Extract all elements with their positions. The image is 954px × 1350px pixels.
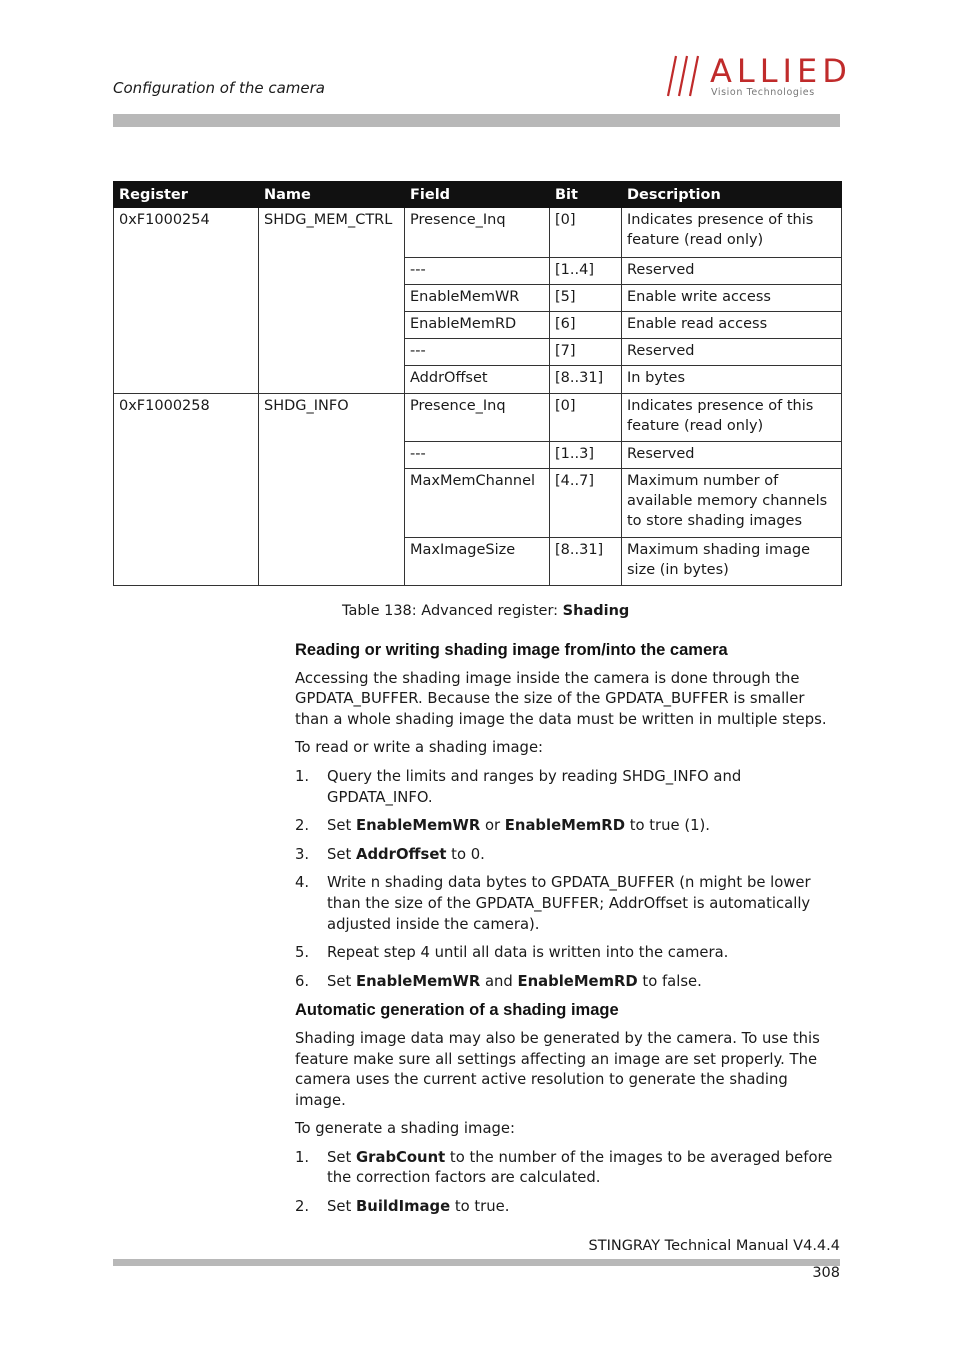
list-item	[295, 845, 840, 866]
name-cell: SHDG_MEM_CTRL	[259, 208, 405, 394]
field-cell: ---	[405, 442, 550, 469]
bit-cell: [7]	[550, 339, 622, 366]
field-cell: EnableMemWR	[405, 285, 550, 312]
step-number: 2.	[295, 1198, 310, 1216]
field-cell: EnableMemRD	[405, 312, 550, 339]
description-cell: In bytes	[622, 366, 842, 394]
step-text: Set	[327, 845, 357, 863]
running-header: Configuration of the camera	[113, 79, 325, 97]
register-cell: 0xF1000254	[114, 208, 259, 394]
table-row	[114, 208, 842, 258]
field-cell: Presence_Inq	[405, 394, 550, 442]
step-keyword: EnableMemRD	[517, 972, 638, 990]
register-table	[113, 181, 842, 586]
steps-list-reading-writing	[295, 767, 840, 992]
table-caption	[342, 603, 629, 619]
step-keyword: AddrOffset	[356, 845, 447, 863]
description-cell: Indicates presence of this feature (read only)	[622, 208, 842, 258]
step-number: 4.	[295, 874, 310, 892]
description-cell: Maximum shading image size (in bytes)	[622, 538, 842, 586]
column-header-description: Description	[622, 182, 842, 208]
column-header-name: Name	[259, 182, 405, 208]
caption-prefix: Table 138: Advanced register:	[342, 603, 563, 619]
paragraph: To read or write a shading image:	[295, 739, 544, 757]
description-cell: Indicates presence of this feature (read only)	[622, 394, 842, 442]
bit-cell: [5]	[550, 285, 622, 312]
step-number: 3.	[295, 845, 310, 863]
list-item	[295, 943, 840, 964]
footer-manual-title: STINGRAY Technical Manual V4.4.4	[588, 1238, 840, 1254]
bit-cell: [4..7]	[550, 469, 622, 538]
step-text: to true.	[450, 1198, 510, 1216]
list-item	[295, 816, 840, 837]
page-number: 308	[812, 1265, 840, 1281]
header-rule	[113, 114, 840, 127]
register-cell: 0xF1000258	[114, 394, 259, 586]
field-cell: ---	[405, 339, 550, 366]
step-number: 1.	[295, 1148, 310, 1166]
bit-cell: [0]	[550, 394, 622, 442]
logo-subtitle: Vision Technologies	[711, 87, 815, 98]
description-cell: Maximum number of available memory channels to store shading images	[622, 469, 842, 538]
logo-slashes-icon	[666, 54, 710, 98]
list-item	[295, 873, 840, 935]
paragraph: Shading image data may also be generated by the camera. To use this feature make sure all settings affecting an image are set properly. The camera uses the current active resolution to generate the shading image.	[295, 1029, 820, 1109]
step-text: or	[480, 817, 505, 835]
step-number: 2.	[295, 817, 310, 835]
bit-cell: [0]	[550, 208, 622, 258]
footer-rule	[113, 1259, 840, 1266]
description-cell: Reserved	[622, 258, 842, 285]
description-cell: Enable read access	[622, 312, 842, 339]
bit-cell: [1..3]	[550, 442, 622, 469]
step-text: Set	[327, 1198, 357, 1216]
step-text: to 0.	[446, 845, 485, 863]
table-row	[114, 394, 842, 442]
field-cell: ---	[405, 258, 550, 285]
step-number: 1.	[295, 767, 310, 785]
section-heading-automatic-generation: Automatic generation of a shading image	[295, 1001, 619, 1020]
step-text: Set	[327, 972, 357, 990]
step-keyword: BuildImage	[356, 1198, 451, 1216]
description-cell: Enable write access	[622, 285, 842, 312]
steps-list-automatic-generation	[295, 1148, 840, 1218]
field-cell: MaxImageSize	[405, 538, 550, 586]
bit-cell: [8..31]	[550, 366, 622, 394]
list-item	[295, 972, 840, 993]
step-text: to true (1).	[624, 817, 710, 835]
step-keyword: GrabCount	[356, 1148, 446, 1166]
caption-bold: Shading	[562, 603, 630, 619]
step-text: Write n shading data bytes to GPDATA_BUFFER (n might be lower than the size of the GPDATA_BUFFER; AddrOffset is automatically adjusted inside the camera).	[327, 874, 811, 933]
list-item	[295, 1148, 840, 1189]
description-cell: Reserved	[622, 442, 842, 469]
description-cell: Reserved	[622, 339, 842, 366]
step-text: Set	[327, 817, 357, 835]
step-text: and	[480, 972, 518, 990]
paragraph: To generate a shading image:	[295, 1120, 515, 1138]
name-cell: SHDG_INFO	[259, 394, 405, 586]
step-keyword: EnableMemWR	[356, 817, 481, 835]
bit-cell: [8..31]	[550, 538, 622, 586]
field-cell: Presence_Inq	[405, 208, 550, 258]
step-number: 6.	[295, 972, 310, 990]
paragraph: Accessing the shading image inside the camera is done through the GPDATA_BUFFER. Because the size of the GPDATA_BUFFER is smaller than a whole shading image the data must be written in multiple steps.	[295, 669, 827, 728]
column-header-field: Field	[405, 182, 550, 208]
field-cell: AddrOffset	[405, 366, 550, 394]
step-text: Repeat step 4 until all data is written into the camera.	[327, 944, 729, 962]
body-content	[295, 640, 840, 1226]
step-keyword: EnableMemRD	[504, 817, 625, 835]
logo-wordmark: ALLIED	[710, 52, 852, 90]
field-cell: MaxMemChannel	[405, 469, 550, 538]
column-header-bit: Bit	[550, 182, 622, 208]
bit-cell: [6]	[550, 312, 622, 339]
section-heading-reading-writing: Reading or writing shading image from/into the camera	[295, 641, 728, 659]
step-text: Query the limits and ranges by reading SHDG_INFO and GPDATA_INFO.	[327, 767, 742, 806]
list-item	[295, 1197, 840, 1218]
list-item	[295, 767, 840, 808]
allied-logo	[666, 52, 852, 102]
step-keyword: EnableMemWR	[356, 972, 481, 990]
step-number: 5.	[295, 944, 310, 962]
step-text: to false.	[637, 972, 702, 990]
table-header-row	[114, 182, 842, 208]
column-header-register: Register	[114, 182, 259, 208]
step-text: to the number of the images to be averaged before the correction factors are calculated.	[327, 1148, 833, 1187]
step-text: Set	[327, 1148, 357, 1166]
bit-cell: [1..4]	[550, 258, 622, 285]
